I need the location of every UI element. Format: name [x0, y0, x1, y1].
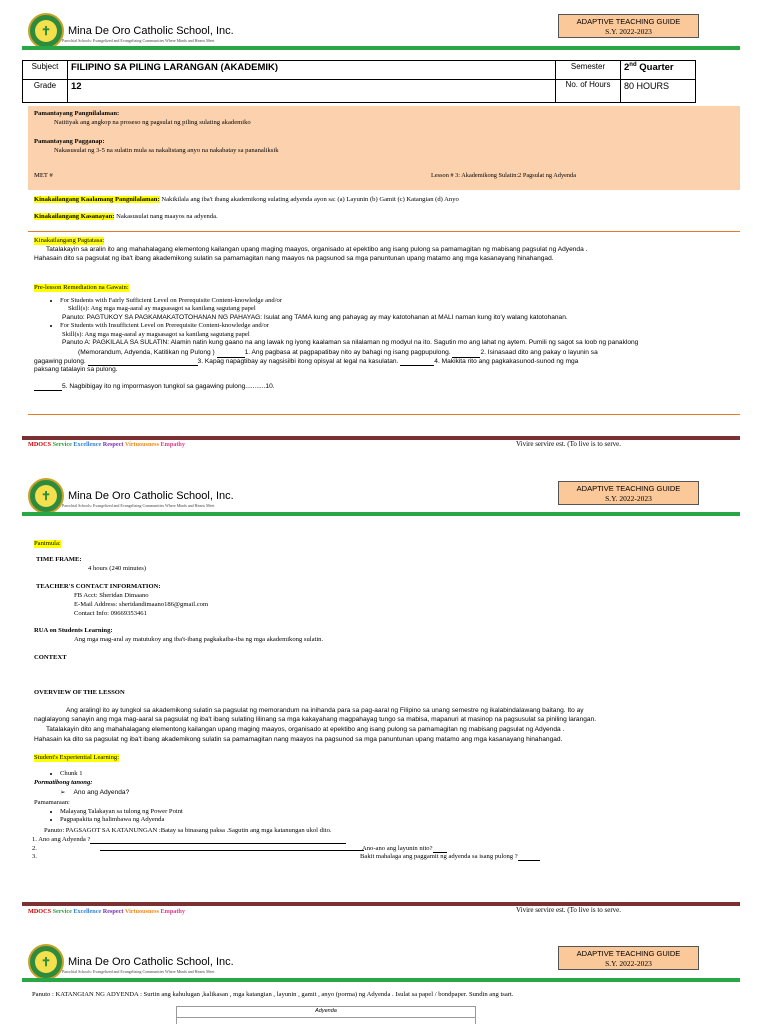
overview-line4: Hahasain ka dito sa pagsulat ng iba't ibang akademikong sulatin sa pamamagitan nang maayos na pagsunod sa mga panuntunan upang matamo ang mga kasanayang hinahangad.: [34, 736, 563, 743]
grade-value: 12: [68, 80, 556, 103]
timeframe-label: TIME FRAME:: [36, 556, 82, 563]
grade-label: Grade: [23, 80, 68, 103]
question-bakit: Bakit mahalaga ang paggamit ng adyenda sa isang pulong ?: [360, 853, 540, 861]
overview-line1: Ang aralingl ito ay tungkol sa akademikong sulatin sa pagsulat ng memorandum na inihanda para sa pag-aaral ng Filipino sa unang semestre ng ikalabindalawang baitang. Ito ay: [66, 707, 584, 714]
header-divider-2: [22, 512, 740, 516]
prelesson-content: • For Students with Fairly Sufficient Level on Prerequisite Content-knowledge and/or Skill(s): Ang mga mag-aaral ay magsasagot sa kanilang sagutang papel Panuto: PAGTUKOY SA PAGKAMAKATOTOHANAN NG PAHAYAG: Isulat ang TAMA kung ang pahayag ay may katotohanan at MALI naman kung ito'y walang katotohanan. • For Students with Insufficient Level on Prerequisite Content-knowledge and/or Skill(s): Ang mga mag-aaral ay magsasagot sa kanilang sagutang papel Panuto A: PAGKILALA SA SULATIN: Alamin natin kung gaano na ang lawak ng iyong kaalaman sa nilalaman ng modyul na ito. Sagutin mo ang lahat ng aytem. Pumili ng sagot sa loob ng panaklong (Memorandum, Adyenda, Katitikan ng Pulong ) 1. Ang pagbasa at pagpapatibay nito ay bahagi ng isang pagpupulong. 2. Isinasaad dito ang pakay o layunin sa gagawing pulong. 3. Kapag napagtibay ay nagsisilbi itong opisyal at legal na kasulatan. 4. Makikita rito ang pagkakasunod-sunod ng mga paksang tatalayin sa pulong. 5. Nagbibigay ito ng impormasyon tungkol sa gagawing pulong...........10.: [34, 297, 734, 391]
met-label: MET #: [34, 172, 53, 179]
lesson-label: Lesson # 3: Akademikong Sulatin:2 Pagsulat ng Adyenda: [431, 172, 576, 179]
answer-3: 3.: [32, 853, 37, 860]
school-name-2: Mina De Oro Catholic School, Inc.: [68, 490, 234, 502]
knowledge-competency: Kinakailangang Kaalamang Pangnilalaman: Nakikilala ang iba't ibang akademikong sulating adyenda ayon sa: (a) Layunin (b) Gamit (c) Katangian (d) Anyo: [34, 196, 459, 203]
school-year: S.Y. 2022-2023: [605, 27, 652, 36]
motto-2: Vivire servire est. (To live is to serve.: [516, 906, 622, 914]
subject-label: Subject: [23, 61, 68, 80]
page3-panuto: Panuto : KATANGIAN NG ADYENDA : Suriin ang kahulugan ,kalikasan , mga katangian , layunin , gamit , anyo (porma) ng Adyenda . Isulat sa papel / bondpaper. Sundin ang tsart.: [32, 991, 514, 998]
method-list: • Malayang Talakayan sa tulong ng Power Point • Pagpapakita ng halimbawa ng Adyenda: [34, 808, 183, 825]
school-logo-3: [28, 944, 64, 980]
understanding-line1: Tatalakayin sa aralin ito ang mahahalagang elementong kailangan upang maging maayos, organisado at epektibo ang isang pulong sa pamamagitan ng mabisang pagsulat ng Adyenda .: [46, 246, 588, 253]
chunk-list: • Chunk 1: [34, 770, 83, 778]
school-tagline: Parochial Schools: Evangelized and Evangelizing Communities Where Minds and Hearts Meet: [62, 38, 215, 43]
hours-label: No. of Hours: [556, 80, 621, 103]
question-layunin: Ano-ano ang layunin nito?: [362, 845, 447, 853]
school-logo: [28, 13, 64, 49]
contact-label: TEACHER'S CONTACT INFORMATION:: [36, 583, 161, 590]
hours-value: 80 HOURS: [621, 80, 696, 103]
rua-text: Ang mga mag-aral ay matutukoy ang iba't-ibang pagkakaiba-iba ng mga akademikong sulatin.: [74, 636, 324, 643]
answer-2: 2.: [32, 845, 37, 852]
core-values: MDOCS Service Excellence Respect Virtuousness Empathy: [28, 441, 185, 448]
prompting-question-label: Pormatibong tanong:: [34, 779, 93, 786]
cross-icon: ✝: [35, 951, 57, 973]
motto: Vivire servire est. (To live is to serve.: [516, 440, 622, 448]
core-values-2: MDOCS Service Excellence Respect Virtuousness Empathy: [28, 908, 185, 915]
overview-heading: OVERVIEW OF THE LESSON: [34, 689, 125, 696]
school-tagline-3: Parochial Schools: Evangelized and Evangelizing Communities Where Minds and Hearts Meet: [62, 969, 215, 974]
cross-icon: ✝: [35, 485, 57, 507]
panuto-katanungan: Panuto: PAGSAGOT SA KATANUNGAN :Batay sa binasang paksa .Sagutin ang mga katanungan ukol dito.: [44, 827, 332, 834]
answer-1: 1. Ano ang Adyenda ?: [32, 836, 346, 844]
overview-line3: Tatalakayin dito ang mahahalagang elementong kailangan upang maging maayos, organisado at epektibo ang isang pulong sa pamamagitan ng mabisang pagsulat ng Adyenda .: [46, 726, 565, 733]
understanding-label: Kinakailangang Pagtatasa:: [34, 237, 105, 244]
agenda-chart-table: [176, 1006, 476, 1024]
content-standard-title: Pamantayang Pangnilalaman:: [34, 110, 120, 117]
header-divider: [22, 46, 740, 50]
timeframe-value: 4 hours (240 minutes): [88, 565, 147, 572]
guide-box: [558, 14, 699, 38]
context-heading: CONTEXT: [34, 654, 67, 661]
subject-value: FILIPINO SA PILING LARANGAN (AKADEMIK): [68, 61, 556, 80]
cross-icon: ✝: [35, 20, 57, 42]
performance-standard-text: Nakasusulat ng 3-5 na sulatin mula sa nakalistang anyo na nakabatay sa pananaliksik: [54, 147, 279, 154]
rua-label: RUA on Students Learning:: [34, 627, 113, 634]
school-logo-2: [28, 478, 64, 514]
answer-line-2: [100, 843, 364, 851]
contact-number: Contact Info: 09669353461: [74, 610, 147, 617]
content-standard-text: Natitiyak ang angkop na proseso ng pagsulat ng piling sulating akademiko: [54, 119, 251, 126]
overview-line2: naglalayong sanayin ang mga mag-aaral sa pagsulat ng iba't ibang sulating lilinang sa mga kakayahang magpahayag tungo sa mabisa, mapanuri at masinop na pagsusulat sa piniling larangan.: [34, 716, 597, 723]
guide-box-2: ADAPTIVE TEACHING GUIDE S.Y. 2022-2023: [558, 481, 699, 505]
subject-table: [22, 60, 696, 103]
question-what-is-agenda: ➢ Ano ang Adyenda?: [60, 789, 130, 796]
prelesson-label: Pre-lesson Remediation na Gawain:: [34, 284, 129, 291]
quarter-value: 2nd Quarter: [621, 61, 696, 80]
performance-standard-title: Pamantayang Pagganap:: [34, 138, 105, 145]
semester-label: Semester: [556, 61, 621, 80]
school-name-3: Mina De Oro Catholic School, Inc.: [68, 956, 234, 968]
email-address: E-Mail Address: sheridandimaano186@gmail.com: [74, 601, 209, 608]
agenda-chart-header: Adyenda: [315, 1008, 337, 1014]
header-divider-3: [22, 978, 740, 982]
section-divider-2: [28, 414, 740, 415]
section-divider: [28, 231, 740, 232]
school-name: Mina De Oro Catholic School, Inc.: [68, 25, 234, 37]
pamamaraan-label: Pamamaraan:: [34, 799, 70, 806]
footer-bar-2: [22, 902, 740, 906]
panimula-label: Panimula:: [34, 540, 61, 547]
guide-box-3: ADAPTIVE TEACHING GUIDE S.Y. 2022-2023: [558, 946, 699, 970]
guide-title: ADAPTIVE TEACHING GUIDE: [576, 17, 681, 26]
understanding-line2: Hahasain dito sa pagsulat ng iba't ibang akademikong sulatin sa pamamagitan nang maayos na pagsunod sa mga panuntunan upang matamo ang mga kasanayang hinahangad.: [34, 255, 554, 262]
experiential-label: Student's Experiential Learning:: [34, 754, 120, 761]
fb-account: FB Acct: Sheridan Dimaano: [74, 592, 149, 599]
skills-competency: Kinakailangang Kasanayan: Nakasusulat nang maayos na adyenda.: [34, 213, 218, 220]
footer-bar: [22, 436, 740, 440]
school-tagline-2: Parochial Schools: Evangelized and Evangelizing Communities Where Minds and Hearts Meet: [62, 503, 215, 508]
